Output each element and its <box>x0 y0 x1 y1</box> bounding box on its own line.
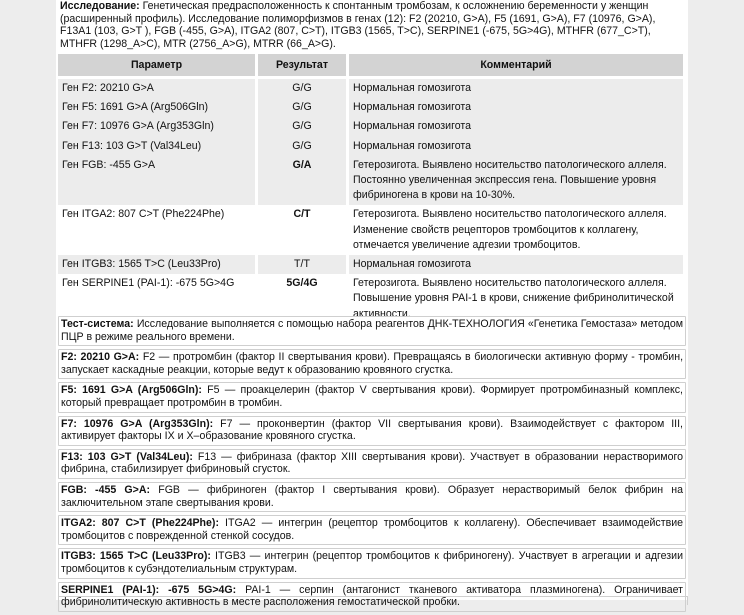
gene-fgb-block <box>58 482 686 512</box>
study-text: Генетическая предрасположенность к спонтанным тромбозам, к осложнению беременности у женщин (расширенный профиль). Исследование полиморфизмов в генах (12): F2 (20210, G>A), F5 (1691, G>A), F7 (10976, G>A), F13A1 (103, G>T ), FGB (-455, G>A), ITGA2 (807, C>T), ITGB3 (1565, T>C), SERPINE1 (-675, 5G>4G), MTHFR (677_C>T), MTHFR (1298_A>C), MTR (2756_A>G), MTRR (66_A>G). <box>60 0 656 50</box>
next-section-edge <box>58 596 688 605</box>
block-label: SERPINE1 (PAI-1): -675 5G>4G: <box>61 583 237 596</box>
row-comment: Нормальная гомозигота <box>349 79 686 98</box>
row-parameter: Ген FGB: -455 G>A <box>58 156 258 206</box>
table-row <box>58 137 686 156</box>
lab-report-page <box>56 0 688 609</box>
block-label: F2: 20210 G>A: <box>61 351 140 364</box>
row-result: G/G <box>258 137 349 156</box>
row-result: G/G <box>258 79 349 98</box>
row-comment: Гетерозигота. Выявлено носительство патологического аллеля. Повышение уровня PAI-1 в крови, снижение фибринолитической активности. <box>349 274 686 324</box>
row-comment: Гетерозигота. Выявлено носительство патологического аллеля. Изменение свойств рецепторов тромбоцитов к коллагену, отмечается увеличение адгезии тромбоцитов. <box>349 205 686 255</box>
gene-f7-block <box>58 416 686 446</box>
header-comment: Комментарий <box>349 54 686 79</box>
row-result: T/T <box>258 255 349 274</box>
gene-f5-block <box>58 382 686 412</box>
row-comment: Нормальная гомозигота <box>349 98 686 117</box>
row-parameter: Ген F5: 1691 G>A (Arg506Gln) <box>58 98 258 117</box>
block-text: F13 — фибриназа (фактор XIII свертывания крови). Участвует в образовании нерастворимого фибрина, стабилизирует фибриновый сгусток. <box>61 450 684 476</box>
block-label: Тест-система: <box>61 318 134 330</box>
row-comment: Нормальная гомозигота <box>349 117 686 136</box>
table-row <box>58 156 686 206</box>
study-label: Исследование: <box>60 0 140 12</box>
block-label: F7: 10976 G>A (Arg353Gln): <box>61 417 214 430</box>
study-description <box>60 0 685 50</box>
table-row <box>58 98 686 117</box>
gene-descriptions <box>58 316 686 615</box>
block-text: ITGB3 — интегрин (рецептор тромбоцитов к фибриногену). Участвует в агрегации и адгезии тромбоцитов к субэндотелиальным структурам. <box>61 550 683 575</box>
block-label: F5: 1691 G>A (Arg506Gln): <box>61 384 202 397</box>
header-result: Результат <box>258 54 349 79</box>
block-label: F13: 103 G>T (Val34Leu): <box>61 450 193 463</box>
row-result: C/T <box>258 205 349 255</box>
gene-f13-block <box>58 449 686 479</box>
block-text: FGB — фибриноген (фактор I свертывания крови). Образует нерастворимый белок фибрин на заключительном этапе свертывания крови. <box>61 483 683 509</box>
block-label: FGB: -455 G>A: <box>61 483 151 496</box>
table-header-row <box>58 54 686 79</box>
gene-itga2-block <box>58 515 686 545</box>
block-text: PAI-1 — серпин (антагонист тканевого активатора плазминогена). Ограничивает фибринолитическую активность в месте расположения гемостатической пробки. <box>61 583 683 609</box>
row-parameter: Ген SERPINE1 (PAI-1): -675 5G>4G <box>58 274 258 324</box>
row-comment: Нормальная гомозигота <box>349 137 686 156</box>
row-comment: Гетерозигота. Выявлено носительство патологического аллеля. Постоянно увеличенная экспрессия гена. Повышение уровня фибриногена в крови на 10-30%. <box>349 156 686 206</box>
header-parameter: Параметр <box>58 54 258 79</box>
block-text: F2 — протромбин (фактор II свертывания крови). Превращаясь в биологически активную форму - тромбин, запускает каскадные реакции, которые ведут к образованию кровяного сгустка. <box>61 351 684 376</box>
gene-itgb3-block <box>58 548 686 578</box>
gene-f2-block <box>58 349 686 379</box>
row-result: G/A <box>258 156 349 206</box>
table-row <box>58 255 686 274</box>
row-parameter: Ген F13: 103 G>T (Val34Leu) <box>58 137 258 156</box>
row-parameter: Ген ITGB3: 1565 T>C (Leu33Pro) <box>58 255 258 274</box>
test-system-block <box>58 316 686 346</box>
row-parameter: Ген ITGA2: 807 C>T (Phe224Phe) <box>58 205 258 255</box>
row-result: G/G <box>258 98 349 117</box>
block-text: F5 — проакцелерин (фактор V свертывания крови). Формирует протромбиназный комплекс, который превращает протромбин в тромбин. <box>61 384 683 409</box>
table-row <box>58 117 686 136</box>
results-table <box>58 54 686 324</box>
row-comment: Нормальная гомозигота <box>349 255 686 274</box>
row-parameter: Ген F2: 20210 G>A <box>58 79 258 98</box>
block-label: ITGA2: 807 C>T (Phe224Phe): <box>61 517 219 530</box>
row-result: G/G <box>258 117 349 136</box>
block-text: F7 — проконвертин (фактор VII свертывания крови). Взаимодействует с фактором III, активирует факторы IX и X–образование кровяного сгустка. <box>61 417 683 443</box>
table-row <box>58 205 686 255</box>
block-label: ITGB3: 1565 T>C (Leu33Pro): <box>61 550 211 563</box>
block-text: Исследование выполняется с помощью набора реагентов ДНК-ТЕХНОЛОГИЯ «Генетика Гемостаза» методом ПЦР в режиме реального времени. <box>61 318 683 343</box>
table-row <box>58 79 686 98</box>
row-result: 5G/4G <box>258 274 349 324</box>
block-text: ITGA2 — интегрин (рецептор тромбоцитов к коллагену). Обеспечивает взаимодействие тромбоцитов с поврежденной стенкой сосудов. <box>61 517 684 542</box>
row-parameter: Ген F7: 10976 G>A (Arg353Gln) <box>58 117 258 136</box>
